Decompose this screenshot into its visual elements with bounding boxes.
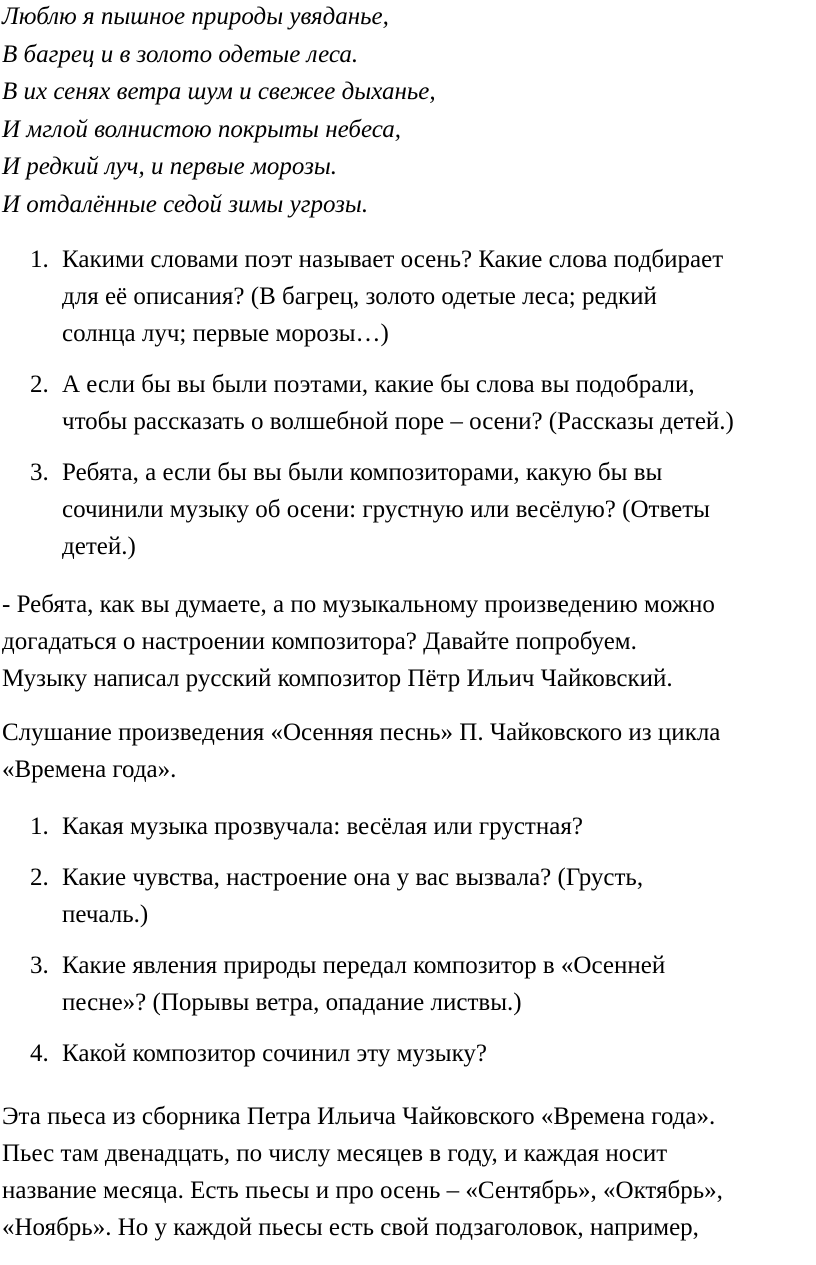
list-number: 2. <box>30 864 49 891</box>
list-item-line: Ребята, а если бы вы были композиторами, какую бы вы <box>62 459 663 486</box>
paragraph-line: название месяца. Есть пьесы и про осень – «Сентябрь», «Октябрь», <box>2 1177 723 1204</box>
list-item-line: Какая музыка прозвучала: весёлая или грустная? <box>62 813 583 840</box>
list-item-line: печаль.) <box>62 901 149 928</box>
paragraph-line: Эта пьеса из сборника Петра Ильича Чайковского «Времена года». <box>2 1103 716 1130</box>
list-item <box>0 454 760 565</box>
list-item <box>0 366 760 440</box>
poem-line: И мглой волнистою покрыты небеса, <box>2 115 401 143</box>
collection-paragraph <box>2 1098 814 1246</box>
list-item <box>0 808 760 845</box>
paragraph-line: «Ноябрь». Но у каждой пьесы есть свой подзаголовок, например, <box>2 1214 699 1241</box>
list-number: 1. <box>30 246 49 273</box>
listening-paragraph <box>2 714 814 788</box>
list-item <box>0 859 760 933</box>
list-item-line: для её описания? (В багрец, золото одетые леса; редкий <box>62 283 657 310</box>
list-item-line: песне»? (Порывы ветра, опадание листвы.) <box>62 989 522 1016</box>
list-item <box>0 947 760 1021</box>
paragraph-line: - Ребята, как вы думаете, а по музыкальному произведению можно <box>2 591 715 618</box>
list-item-line: Какой композитор сочинил эту музыку? <box>62 1040 487 1067</box>
list-item-line: детей.) <box>62 533 136 560</box>
list-number: 3. <box>30 459 49 486</box>
list-item-line: чтобы рассказать о волшебной поре – осени? (Рассказы детей.) <box>62 408 734 435</box>
list-number: 3. <box>30 952 49 979</box>
poem-stanza <box>2 0 436 223</box>
paragraph-line: догадаться о настроении композитора? Давайте попробуем. <box>2 628 637 655</box>
list-number: 4. <box>30 1040 49 1067</box>
paragraph-line: Слушание произведения «Осенняя песнь» П. Чайковского из цикла <box>2 719 721 746</box>
poem-line: Люблю я пышное природы увяданье, <box>2 3 389 30</box>
list-item-line: Какие чувства, настроение она у вас вызвала? (Грусть, <box>62 864 644 891</box>
question-list-poem <box>0 241 760 565</box>
list-item-line: А если бы вы были поэтами, какие бы слова вы подобрали, <box>62 371 695 398</box>
list-item <box>0 241 760 352</box>
poem-line: В их сенях ветра шум и свежее дыханье, <box>2 78 436 105</box>
paragraph-line: «Времена года». <box>2 756 177 783</box>
poem-line: В багрец и в золото одетые леса. <box>2 40 359 68</box>
list-number: 2. <box>30 371 49 398</box>
list-item-line: Какие явления природы передал композитор в «Осенней <box>62 952 666 979</box>
list-number: 1. <box>30 813 49 840</box>
question-list-music <box>0 808 760 1072</box>
poem-line: И редкий луч, и первые морозы. <box>2 153 337 180</box>
paragraph-line: Музыку написал русский композитор Пётр Ильич Чайковский. <box>2 665 673 692</box>
list-item-line: солнца луч; первые морозы…) <box>62 320 389 347</box>
teacher-remark-paragraph <box>2 586 814 697</box>
list-item-line: Какими словами поэт называет осень? Какие слова подбирает <box>62 246 724 273</box>
poem-line: И отдалённые седой зимы угрозы. <box>2 190 369 218</box>
paragraph-line: Пьес там двенадцать, по числу месяцев в году, и каждая носит <box>2 1140 668 1167</box>
list-item <box>0 1035 760 1072</box>
list-item-line: сочинили музыку об осени: грустную или весёлую? (Ответы <box>62 496 710 523</box>
